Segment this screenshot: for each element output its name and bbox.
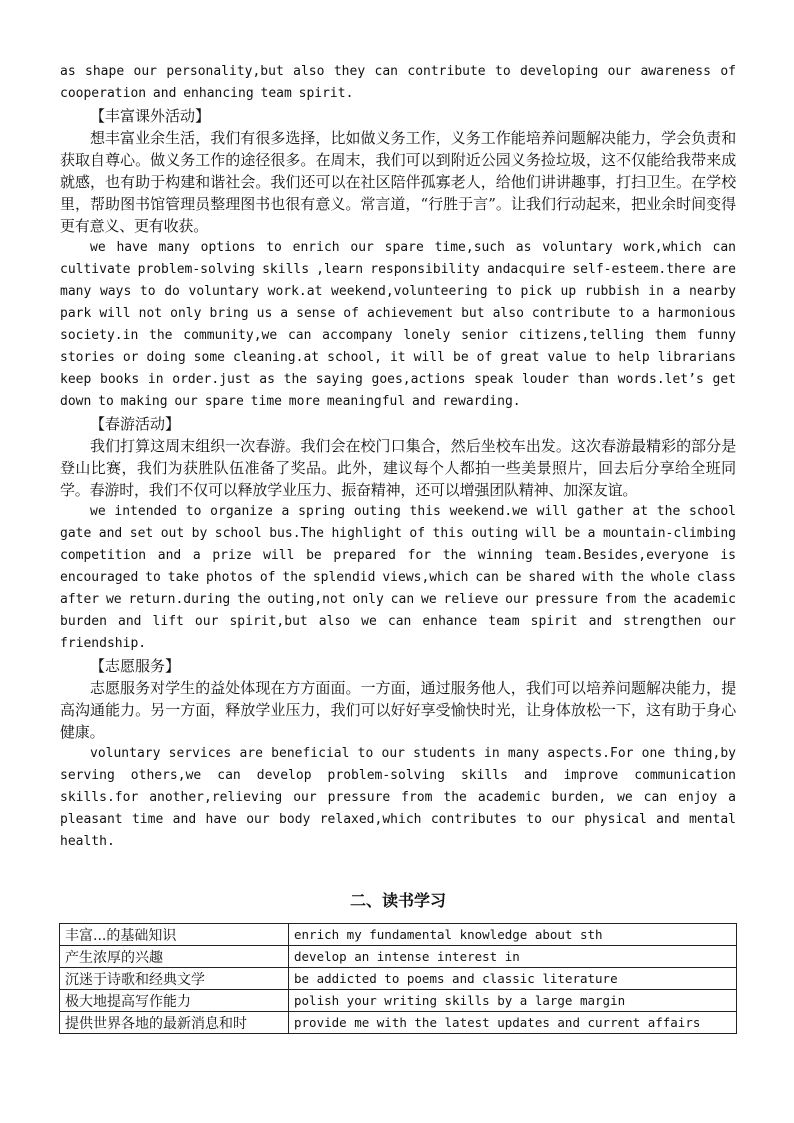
table-cell-en: be addicted to poems and classic literature (289, 968, 737, 990)
table-cell-zh: 产生浓厚的兴趣 (60, 946, 289, 968)
table-row (60, 968, 737, 990)
section-volunteer-service (60, 655, 736, 853)
section-heading: 【丰富课外活动】 (90, 107, 211, 125)
table-row (60, 924, 737, 946)
paragraph-zh: 志愿服务对学生的益处体现在方方面面。一方面，通过服务他人，我们可以培养问题解决能力，提高沟通能力。另一方面，释放学业压力，我们可以好好享受愉快时光，让身体放松一下，这有助于身心健康。 (60, 679, 736, 741)
table-cell-en: polish your writing skills by a large margin (289, 990, 737, 1012)
table-cell-en: provide me with the latest updates and current affairs (289, 1012, 737, 1034)
table-cell-zh: 沉迷于诗歌和经典文学 (60, 968, 289, 990)
table-cell-zh: 提供世界各地的最新消息和时 (60, 1012, 289, 1034)
section-spring-outing (60, 413, 736, 655)
table-cell-en: enrich my fundamental knowledge about sth (289, 924, 737, 946)
section-extracurricular (60, 105, 736, 413)
reading-section-title: 二、读书学习 (349, 891, 446, 910)
intro-paragraph-en: as shape our personality,but also they can contribute to developing our awareness of cooperation and enhancing team spirit. (60, 64, 736, 101)
table-cell-zh: 丰富...的基础知识 (60, 924, 289, 946)
paragraph-en: we have many options to enrich our spare time,such as voluntary work,which can cultivate problem-solving skills ,learn responsibility andacquire self-esteem.there are many ways to do voluntary work.at weekend,volunteering to pick up rubbish in a nearby park will not only bring us a sense of achievement but also contribute to a harmonious society.in the community,we can accompany lonely senior citizens,telling them funny stories or doing some cleaning.at school, it will be of great value to help librarians keep books in order.just as the saying goes,actions speak louder than words.let’s get down to making our spare time more meaningful and rewarding. (60, 240, 736, 409)
table-row (60, 990, 737, 1012)
paragraph-en: we intended to organize a spring outing this weekend.we will gather at the school gate and set out by school bus.The highlight of this outing will be a mountain-climbing competition and a prize will be prepared for the winning team.Besides,everyone is encouraged to take photos of the splendid views,which can be shared with the whole class after we return.during the outing,not only can we relieve our pressure from the academic burden and lift our spirit,but also we can enhance team spirit and strengthen our friendship. (60, 504, 736, 651)
vocabulary-table (59, 923, 737, 1034)
section-heading: 【春游活动】 (90, 415, 181, 433)
table-row (60, 946, 737, 968)
section-heading: 【志愿服务】 (90, 657, 181, 675)
table-cell-en: develop an intense interest in (289, 946, 737, 968)
paragraph-zh: 想丰富业余生活，我们有很多选择，比如做义务工作，义务工作能培养问题解决能力，学会负责和获取自尊心。做义务工作的途径很多。在周末，我们可以到附近公园义务捡垃圾，这不仅能给我带来成就感，也有助于构建和谐社会。我们还可以在社区陪伴孤寡老人，给他们讲讲趣事，打扫卫生。在学校里，帮助图书馆管理员整理图书也很有意义。常言道，“行胜于言”。让我们行动起来，把业余时间变得更有意义、更有收获。 (60, 129, 736, 235)
document-page (60, 61, 736, 1034)
paragraph-zh: 我们打算这周末组织一次春游。我们会在校门口集合，然后坐校车出发。这次春游最精彩的部分是登山比赛，我们为获胜队伍准备了奖品。此外，建议每个人都拍一些美景照片，回去后分享给全班同学。春游时，我们不仅可以释放学业压力、振奋精神，还可以增强团队精神、加深友谊。 (60, 437, 736, 499)
table-cell-zh: 极大地提高写作能力 (60, 990, 289, 1012)
table-row (60, 1012, 737, 1034)
paragraph-en: voluntary services are beneficial to our students in many aspects.For one thing,by serving others,we can develop problem-solving skills and improve communication skills.for another,relieving our pressure from the academic burden, we can enjoy a pleasant time and have our body relaxed,which contributes to our physical and mental health. (60, 746, 736, 849)
